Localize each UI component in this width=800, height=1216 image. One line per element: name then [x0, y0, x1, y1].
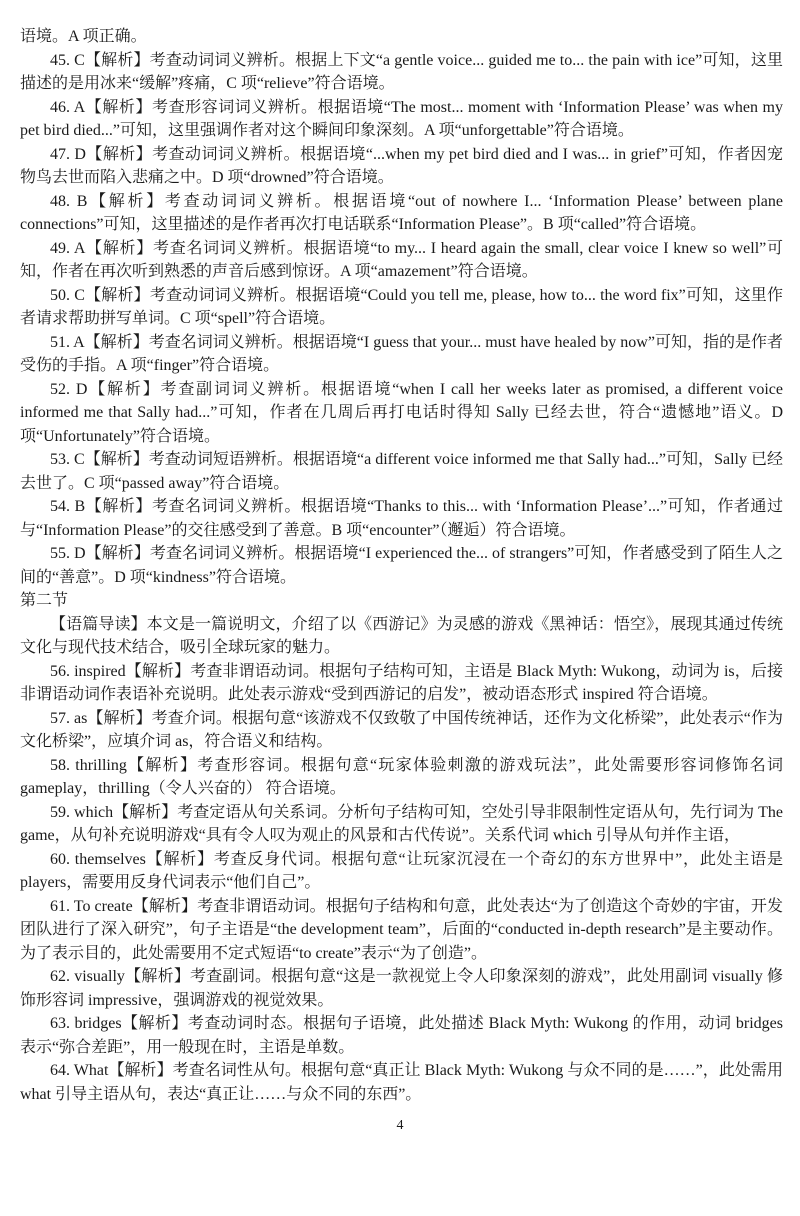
paragraph: 62. visually【解析】考查副词。根据句意“这是一款视觉上令人印象深刻的游戏”，此处用副词 visually 修饰形容词 impressive，强调游戏的视觉效果。	[20, 968, 783, 1009]
paragraph: 63. bridges【解析】考查动词时态。根据句子语境，此处描述 Black Myth: Wukong 的作用，动词 bridges 表示“弥合差距”，用一般现在时，主语是单数。	[20, 1015, 783, 1056]
paragraph: 56. inspired【解析】考查非谓语动词。根据句子结构可知，主语是 Black Myth: Wukong，动词为 is，后接非谓语动词作表语补充说明。此处表示游戏“受到西游记的启发”，被动语态形式 inspired 符合语境。	[20, 662, 783, 703]
paragraph: 59. which【解析】考查定语从句关系词。分析句子结构可知，空处引导非限制性定语从句，先行词为 The game，从句补充说明游戏“具有令人叹为观止的风景和古代传说”。关系代词 which 引导从句并作主语，	[20, 803, 783, 844]
paragraph: 50. C【解析】考查动词词义辨析。根据语境“Could you tell me, please, how to... the word fix”可知，这里作者请求帮助拼写单词。C 项“spell”符合语境。	[20, 286, 783, 327]
paragraph: 58. thrilling【解析】考查形容词。根据句意“玩家体验刺激的游戏玩法”，此处需要形容词修饰名词 gameplay，thrilling（令人兴奋的） 符合语境。	[20, 756, 783, 797]
paragraph: 【语篇导读】本文是一篇说明文，介绍了以《西游记》为灵感的游戏《黑神话：悟空》，展现其通过传统文化与现代技术结合，吸引全球玩家的魅力。	[20, 615, 783, 656]
paragraph: 57. as【解析】考查介词。根据句意“该游戏不仅致敬了中国传统神话，还作为文化桥梁”，此处表示“作为文化桥梁”，应填介词 as，符合语义和结构。	[20, 709, 783, 750]
paragraph: 语境。A 项正确。	[20, 28, 147, 45]
document-body	[20, 25, 783, 1106]
paragraph: 55. D【解析】考查名词词义辨析。根据语境“I experienced the... of strangers”可知，作者感受到了陌生人之间的“善意”。D 项“kindness”符合语境。	[20, 545, 783, 586]
paragraph: 46. A【解析】考查形容词词义辨析。根据语境“The most... moment with ‘Information Please’ was when my pet bird died...”可知，这里强调作者对这个瞬间印象深刻。A 项“unforgettable”符合语境。	[20, 98, 783, 139]
paragraph: 60. themselves【解析】考查反身代词。根据句意“让玩家沉浸在一个奇幻的东方世界中”，此处主语是 players，需要用反身代词表示“他们自己”。	[20, 850, 783, 891]
paragraph: 54. B【解析】考查名词词义辨析。根据语境“Thanks to this... with ‘Information Please’...”可知，作者通过与“Information Please”的交往感受到了善意。B 项“encounter”（邂逅）符合语境。	[20, 498, 783, 539]
paragraph: 61. To create【解析】考查非谓语动词。根据句子结构和句意，此处表达“为了创造这个奇妙的宇宙，开发团队进行了深入研究”，句子主语是“the development team”，后面的“conducted in-depth research”是主要动作。为了表示目的，此处需要用不定式短语“to create”表示“为了创造”。	[20, 897, 783, 962]
paragraph: 52. D【解析】考查副词词义辨析。根据语境“when I call her weeks later as promised, a different voice informed me that Sally had...”可知，作者在几周后再打电话时得知 Sally 已经去世，符合“遗憾地”语义。D 项“Unfortunately”符合语境。	[20, 380, 783, 445]
paragraph: 64. What【解析】考查名词性从句。根据句意“真正让 Black Myth: Wukong 与众不同的是……”，此处需用 what 引导主语从句，表达“真正让……与众不同的东西”。	[20, 1062, 783, 1103]
paragraph: 49. A【解析】考查名词词义辨析。根据语境“to my... I heard again the small, clear voice I knew so well”可知，作者在再次听到熟悉的声音后感到惊讶。A 项“amazement”符合语境。	[20, 239, 783, 280]
section-heading: 第二节	[20, 592, 69, 609]
paragraph: 47. D【解析】考查动词词义辨析。根据语境“...when my pet bird died and I was... in grief”可知，作者因宠物鸟去世而陷入悲痛之中。D 项“drowned”符合语境。	[20, 145, 783, 186]
paragraph: 45. C【解析】考查动词词义辨析。根据上下文“a gentle voice... guided me to... the pain with ice”可知，这里描述的是用冰来“缓解”疼痛，C 项“relieve”符合语境。	[20, 51, 783, 92]
page-number: 4	[396, 1118, 404, 1133]
paragraph: 48. B【解析】考查动词词义辨析。根据语境“out of nowhere I... ‘Information Please’ between plane connections”可知，这里描述的是作者再次打电话联系“Information Please”。B 项“called”符合语境。	[20, 192, 783, 233]
paragraph: 51. A【解析】考查名词词义辨析。根据语境“I guess that your... must have healed by now”可知，指的是作者受伤的手指。A 项“finger”符合语境。	[20, 333, 783, 374]
paragraph: 53. C【解析】考查动词短语辨析。根据语境“a different voice informed me that Sally had...”可知，Sally 已经去世了。C 项“passed away”符合语境。	[20, 451, 783, 492]
